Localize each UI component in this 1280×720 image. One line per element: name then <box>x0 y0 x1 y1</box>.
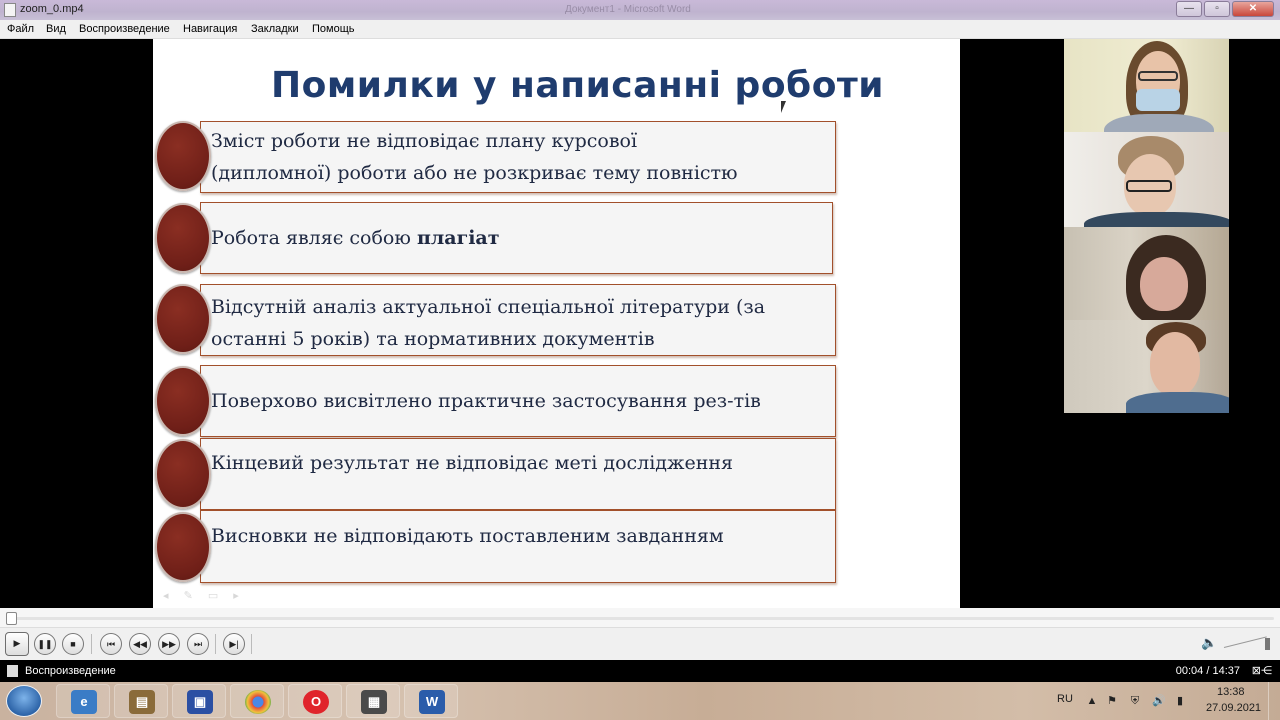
action-center-icon[interactable]: ⚑ <box>1107 695 1117 707</box>
menu-playback[interactable]: Воспроизведение <box>79 23 170 35</box>
previous-icon[interactable]: ⏮ <box>100 633 122 655</box>
chrome-icon <box>245 690 271 714</box>
taskbar-app-chrome[interactable] <box>230 684 284 718</box>
language-indicator[interactable]: RU <box>1057 693 1073 705</box>
document-icon <box>7 665 18 677</box>
slide-item <box>200 510 836 583</box>
file-icon <box>4 3 16 17</box>
playback-status: Воспроизведение <box>25 665 116 677</box>
opera-icon: O <box>303 690 329 714</box>
participant-video-3[interactable] <box>1064 227 1229 320</box>
status-bar <box>0 660 1280 682</box>
slide-item <box>200 438 836 510</box>
stop-button[interactable]: ■ <box>62 633 84 655</box>
participant-video-2[interactable] <box>1064 132 1229 227</box>
network-icon[interactable]: ▮ <box>1176 695 1184 707</box>
participant-video-4[interactable] <box>1064 320 1229 413</box>
slide-item-text: Відсутній аналіз актуальної спеціальної літератури (за останні 5 років) та нормативних документів <box>211 296 766 350</box>
menu-bookmarks[interactable]: Закладки <box>251 23 299 35</box>
minimize-button[interactable]: — <box>1176 1 1202 17</box>
player-controls <box>0 628 1280 660</box>
show-desktop-button[interactable] <box>1268 682 1280 720</box>
taskbar-app-media[interactable] <box>346 684 400 718</box>
menu-bar <box>0 20 1280 39</box>
slide-item-text: Робота являє собою плагіат <box>211 227 500 249</box>
tray-expand-icon[interactable]: ▲ <box>1086 695 1098 707</box>
taskbar-app-save[interactable] <box>172 684 226 718</box>
close-button[interactable]: ✕ <box>1232 1 1274 17</box>
slide-item <box>200 284 836 356</box>
frame-step-icon[interactable]: ▶| <box>223 633 245 655</box>
aspect-ratio-icon[interactable]: ⊠⋲ <box>1251 665 1272 677</box>
seek-thumb[interactable] <box>6 612 17 625</box>
clock-date[interactable]: 27.09.2021 <box>1206 702 1262 714</box>
menu-help[interactable]: Помощь <box>312 23 355 35</box>
presentation-slide <box>153 39 960 608</box>
clock-time[interactable]: 13:38 <box>1217 686 1245 698</box>
bullet-oval-icon <box>155 366 211 436</box>
slide-title: Помилки у написанні роботи <box>270 65 885 106</box>
word-icon: W <box>419 690 445 714</box>
volume-slider[interactable] <box>1224 636 1272 650</box>
bullet-oval-icon <box>155 121 211 191</box>
seek-bar[interactable] <box>0 608 1280 628</box>
taskbar <box>0 682 1280 720</box>
slide-item <box>200 121 836 193</box>
next-icon[interactable]: ⏭ <box>187 633 209 655</box>
taskbar-app-opera[interactable] <box>288 684 342 718</box>
slide-item-text: Зміст роботи не відповідає плану курсової (дипломної) роботи або не розкриває тему повністю <box>211 130 738 184</box>
slide-item-text: Поверхово висвітлено практичне застосування рез-тів <box>211 390 761 412</box>
menu-view[interactable]: Вид <box>46 23 66 35</box>
maximize-button[interactable]: ▫ <box>1204 1 1230 17</box>
bullet-oval-icon <box>155 203 211 273</box>
window-title: zoom_0.mp4 <box>20 3 84 15</box>
slide-item <box>200 202 833 274</box>
floppy-icon: ▣ <box>187 690 213 714</box>
pause-button[interactable]: ❚❚ <box>34 633 56 655</box>
taskbar-app-word[interactable] <box>404 684 458 718</box>
time-display: 00:04 / 14:37 <box>1175 665 1240 677</box>
film-icon: ▦ <box>361 690 387 714</box>
participant-video-1[interactable] <box>1064 39 1229 132</box>
taskbar-app-ie[interactable] <box>56 684 110 718</box>
bullet-oval-icon <box>155 512 211 582</box>
bullet-oval-icon <box>155 284 211 354</box>
forward-icon[interactable]: ▶▶ <box>158 633 180 655</box>
folder-icon: ▤ <box>129 690 155 714</box>
slide-item-text: Висновки не відповідають поставленим завданням <box>211 525 724 547</box>
taskbar-app-explorer[interactable] <box>114 684 168 718</box>
menu-file[interactable]: Файл <box>7 23 35 35</box>
divider <box>91 634 92 654</box>
rewind-icon[interactable]: ◀◀ <box>129 633 151 655</box>
security-icon[interactable]: ⛨ <box>1130 695 1140 707</box>
mouse-cursor-icon <box>781 101 786 113</box>
menu-navigation[interactable]: Навигация <box>183 23 238 35</box>
divider <box>251 634 252 654</box>
divider <box>215 634 216 654</box>
slide-item-text: Кінцевий результат не відповідає меті дослідження <box>211 452 734 474</box>
slide-toolbar-icons: ◂ ✎ ▭ ▸ <box>163 590 245 602</box>
start-button[interactable] <box>6 685 42 717</box>
bullet-oval-icon <box>155 439 211 509</box>
slide-item <box>200 365 836 437</box>
title-bar[interactable] <box>0 0 1280 20</box>
play-button[interactable]: ▶ <box>5 632 29 656</box>
browser-icon: e <box>71 690 97 714</box>
background-window-title: Документ1 - Microsoft Word <box>565 4 691 15</box>
seek-track[interactable] <box>6 617 1274 620</box>
speaker-icon[interactable]: 🔈 <box>1201 635 1218 650</box>
volume-tray-icon[interactable]: 🔊 <box>1152 695 1166 707</box>
